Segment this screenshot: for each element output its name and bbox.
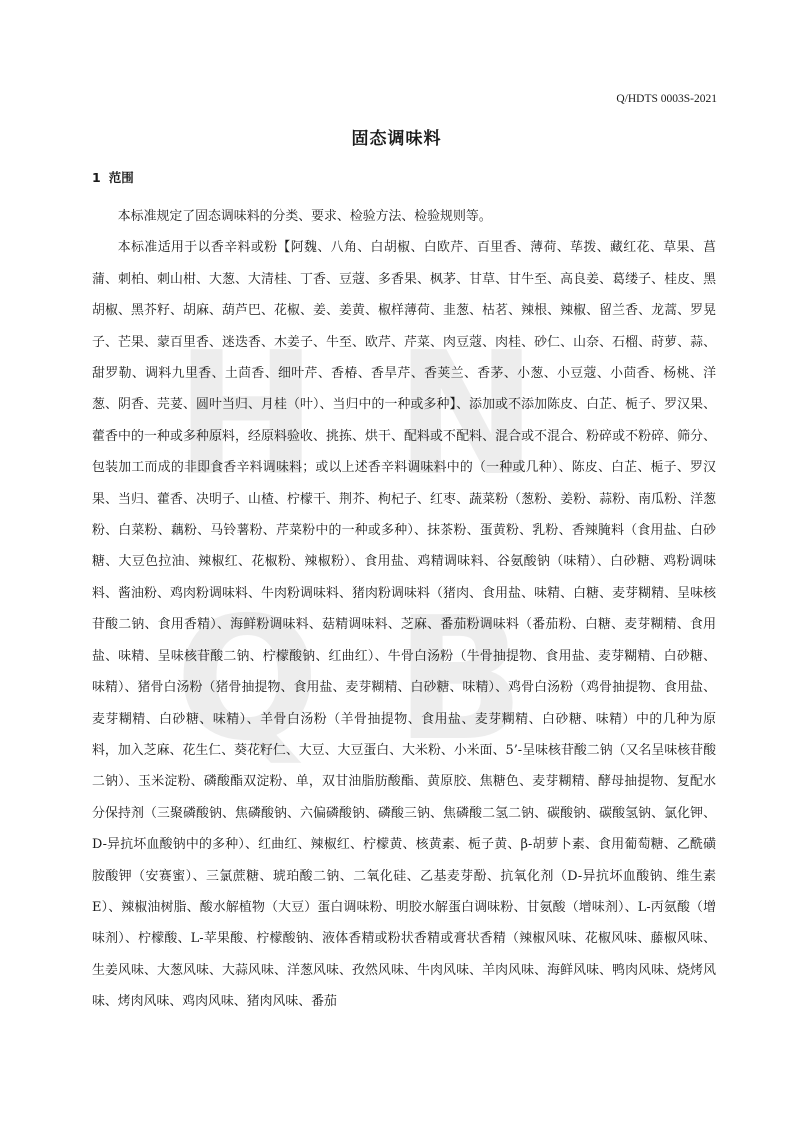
watermark-letter: N — [395, 316, 538, 514]
section-number: 1 — [92, 170, 101, 185]
standard-code: Q/HDTS 0003S-2021 — [616, 93, 717, 105]
watermark-letter: Q — [175, 581, 320, 779]
section-body — [92, 201, 716, 1018]
section-heading — [92, 168, 134, 186]
paragraph: 本标准适用于以香辛料或粉【阿魏、八角、白胡椒、白欧芹、百里香、薄荷、荜拨、藏红花、草果、菖蒲、刺柏、刺山柑、大葱、大清桂、丁香、豆蔻、多香果、枫茅、甘草、甘牛至、高良姜、葛缕子、桂皮、黑胡椒、黑芥籽、胡麻、葫芦巴、花椒、姜、姜黄、椒样薄荷、韭葱、枯茗、辣根、辣椒、留兰香、龙蒿、罗晃子、芒果、蒙百里香、迷迭香、木姜子、牛至、欧芹、芹菜、肉豆蔻、肉桂、砂仁、山奈、石榴、莳萝、蒜、甜罗勒、调料九里香、土茴香、细叶芹、香椿、香旱芹、香荚兰、香茅、小葱、小豆蔻、小茴香、杨桃、洋葱、阴香、芫荽、圆叶当归、月桂（叶）、当归中的一种或多种】、添加或不添加陈皮、白芷、栀子、罗汉果、藿香中的一种或多种原料，经原料验收、挑拣、烘干、配料或不配料、混合或不混合、粉碎或不粉碎、筛分、包装加工而成的非即食香辛料调味料；或以上述香辛料调味料中的（一种或几种）、陈皮、白芷、栀子、罗汉果、当归、藿香、决明子、山楂、柠檬干、荆芥、枸杞子、红枣、蔬菜粉（葱粉、姜粉、蒜粉、南瓜粉、洋葱粉、白菜粉、藕粉、马铃薯粉、芹菜粉中的一种或多种）、抹茶粉、蛋黄粉、乳粉、香辣腌料（食用盐、白砂糖、大豆色拉油、辣椒红、花椒粉、辣椒粉）、食用盐、鸡精调味料、谷氨酸钠（味精）、白砂糖、鸡粉调味料、酱油粉、鸡肉粉调味料、牛肉粉调味料、猪肉粉调味料（猪肉、食用盐、味精、白糖、麦芽糊精、呈味核苷酸二钠、食用香精）、海鲜粉调味料、菇精调味料、芝麻、番茄粉调味料（番茄粉、白糖、麦芽糊精、食用盐、味精、呈味核苷酸二钠、柠檬酸钠、红曲红）、牛骨白汤粉（牛骨抽提物、食用盐、麦芽糊精、白砂糖、味精）、猪骨白汤粉（猪骨抽提物、食用盐、麦芽糊精、白砂糖、味精）、鸡骨白汤粉（鸡骨抽提物、食用盐、麦芽糊精、白砂糖、味精）、羊骨白汤粉（羊骨抽提物、食用盐、麦芽糊精、白砂糖、味精）中的几种为原料，加入芝麻、花生仁、葵花籽仁、大豆、大豆蛋白、大米粉、小米面、5’-呈味核苷酸二钠（又名呈味核苷酸二钠）、玉米淀粉、磷酸酯双淀粉、单，双甘油脂肪酸酯、黄原胶、焦糖色、麦芽糊精、酵母抽提物、复配水分保持剂（三聚磷酸钠、焦磷酸钠、六偏磷酸钠、磷酸三钠、焦磷酸二氢二钠、碳酸钠、碳酸氢钠、氯化钾、D-异抗坏血酸钠中的多种）、红曲红、辣椒红、柠檬黄、核黄素、栀子黄、β-胡萝卜素、食用葡萄糖、乙酰磺胺酸钾（安赛蜜）、三氯蔗糖、琥珀酸二钠、二氧化硅、乙基麦芽酚、抗氧化剂（D-异抗坏血酸钠、维生素 E）、辣椒油树脂、酸水解植物（大豆）蛋白调味粉、明胶水解蛋白调味粉、甘氨酸（增味剂）、L-丙氨酸（增味剂）、柠檬酸、L-苹果酸、柠檬酸钠、液体香精或粉状香精或膏状香精（辣椒风味、花椒风味、藤椒风味、生姜风味、大葱风味、大蒜风味、洋葱风味、孜然风味、牛肉风味、羊肉风味、海鲜风味、鸭肉风味、烧烤风味、烤肉风味、鸡肉风味、猪肉风味、番茄 — [92, 240, 716, 1010]
watermark-letter: H — [175, 316, 318, 514]
document-title: 固态调味料 — [351, 129, 442, 149]
paragraph: 本标准规定了固态调味料的分类、要求、检验方法、检验规则等。 — [117, 209, 492, 224]
watermark-letter: B — [395, 581, 525, 779]
section-heading-text: 范围 — [108, 170, 134, 185]
